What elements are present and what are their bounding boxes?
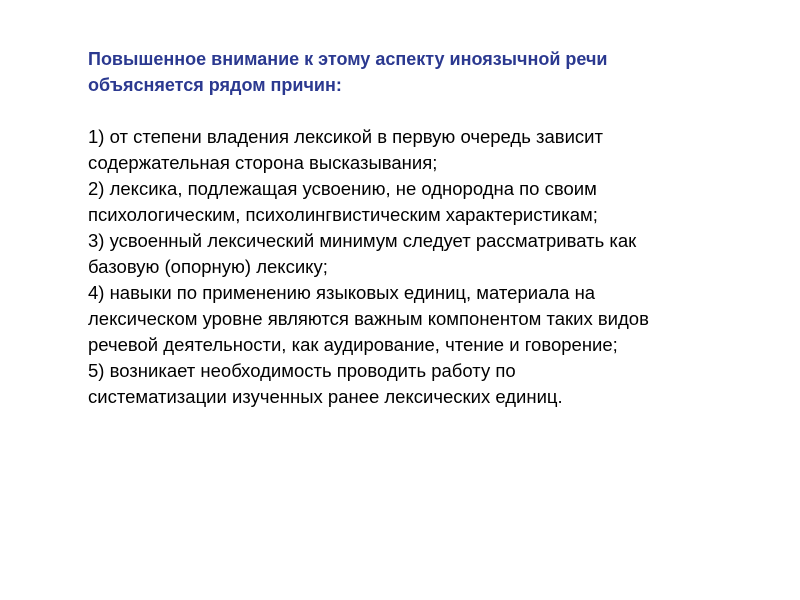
reason-text-line: 1) от степени владения лексикой в первую очередь зависит — [88, 126, 603, 147]
reason-item — [88, 124, 778, 176]
heading-line: объясняется рядом причин: — [88, 75, 342, 95]
reason-text-line: психологическим, психолингвистическим характеристикам; — [88, 204, 598, 225]
reason-text-line: содержательная сторона высказывания; — [88, 152, 438, 173]
reason-item — [88, 280, 778, 358]
reason-text-line: 4) навыки по применению языковых единиц, материала на — [88, 282, 596, 303]
reason-text-line: систематизации изученных ранее лексических единиц. — [88, 386, 563, 407]
slide-heading — [88, 46, 778, 98]
reasons-list — [88, 124, 778, 410]
slide-content — [88, 46, 778, 410]
reason-text-line: базовую (опорную) лексику; — [88, 256, 328, 277]
reason-item — [88, 228, 778, 280]
reason-item — [88, 358, 778, 410]
heading-line: Повышенное внимание к этому аспекту иноязычной речи — [88, 49, 608, 69]
reason-item — [88, 176, 778, 228]
reason-text-line: 3) усвоенный лексический минимум следует рассматривать как — [88, 230, 637, 251]
reason-text-line: речевой деятельности, как аудирование, чтение и говорение; — [88, 334, 618, 355]
reason-text-line: 5) возникает необходимость проводить работу по — [88, 360, 516, 381]
reason-text-line: лексическом уровне являются важным компонентом таких видов — [88, 308, 649, 329]
reason-text-line: 2) лексика, подлежащая усвоению, не однородна по своим — [88, 178, 597, 199]
